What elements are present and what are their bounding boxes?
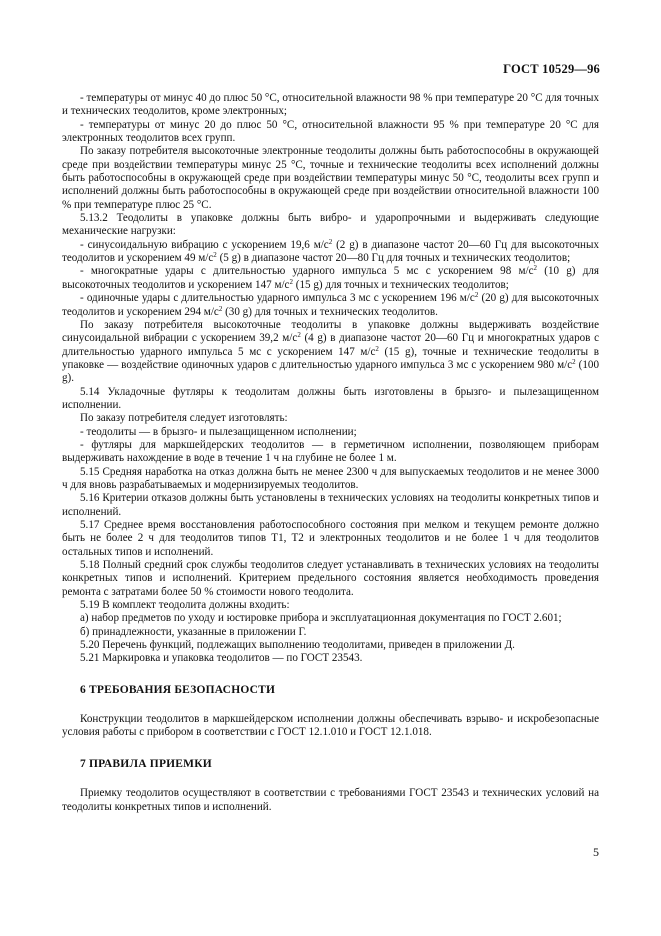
clause-5-17: 5.17 Среднее время восстановления работоспособного состояния при мелком и текущем ремонте должно быть не более 2 ч для теодолитов типов Т1, Т2 и электронных теодолитов и не более 1 ч для теодолитов остальных типов и исполнений. [62, 519, 599, 558]
clause-5-16: 5.16 Критерии отказов должны быть установлены в технических условиях на теодолиты конкретных типов и исполнений. [62, 492, 599, 518]
multiple-shock-item: - многократные удары с длительностью ударного импульса 5 мс с ускорением 98 $м/с^2$ (10 g) для высокоточных теодолитов и ускорением 147 $м/с^2$ (15 g) для точных и технических теодолитов; [62, 264, 599, 291]
clause-5-14: 5.14 Укладочные футляры к теодолитам должны быть изготовлены в брызго- и пылезащищенном исполнении. [62, 385, 599, 411]
clause-5-20: 5.20 Перечень функций, подлежащих выполнению теодолитами, приведен в приложении Д. [80, 639, 515, 652]
clause-5-21: 5.21 Маркировка и упаковка теодолитов — по ГОСТ 23543. [80, 652, 363, 665]
section-6-title: 6 ТРЕБОВАНИЯ БЕЗОПАСНОСТИ [80, 683, 276, 696]
kit-item-b: б) принадлежности, указанные в приложении Г. [80, 625, 307, 638]
order-item-theodolites: - теодолиты — в брызго- и пылезащищенном исполнении; [80, 425, 357, 438]
document-body [62, 92, 599, 814]
order-intro: По заказу потребителя следует изготовлять: [80, 412, 288, 425]
temperature-range-item-1: - температуры от минус 40 до плюс 50 °С, относительной влажности 98 % при температуре 20 °С для точных и технических теодолитов, кроме электронных; [62, 92, 599, 118]
clause-5-15: 5.15 Средняя наработка на отказ должна быть не менее 2300 ч для выпускаемых теодолитов и не менее 3000 ч для вновь разрабатываемых и модернизируемых теодолитов. [62, 465, 599, 491]
section-6-text: Конструкции теодолитов в маркшейдерском исполнении должны обеспечивать взрыво- и искробезопасные условия работы с прибором в соответствии с ГОСТ 12.1.010 и ГОСТ 12.1.018. [62, 713, 599, 739]
clause-5-18: 5.18 Полный средний срок службы теодолитов следует устанавливать в технических условиях на теодолиты конкретных типов и исполнений. Критерием предельного состояния является необходимость проведения ремонта с затратами более 50 % стоимости нового теодолита. [62, 559, 599, 598]
clause-5-13-2: 5.13.2 Теодолиты в упаковке должны быть вибро- и ударопрочными и выдерживать следующие механические нагрузки: [62, 212, 599, 238]
clause-5-19: 5.19 В комплект теодолита должны входить: [80, 599, 290, 612]
page-number: 5 [593, 845, 599, 859]
temperature-range-item-2: - температуры от минус 20 до плюс 50 °С, относительной влажности 95 % при температуре 20 °С для электронных теодолитов всех групп. [62, 118, 599, 145]
customer-order-paragraph: По заказу потребителя высокоточные электронные теодолиты должны быть работоспособны в окружающей среде при воздействии температуры минус 25 °С, точные и технические теодолиты всех исполнений должны быть работоспособны в окружающей среде при воздействии температуры минус 50 °С, теодолиты всех групп и исполнений должны быть работоспособны в окружающей среде при воздействии относительной влажности 100 % при температуре плюс 25 °С. [62, 145, 599, 211]
section-7-title: 7 ПРАВИЛА ПРИЕМКИ [80, 757, 212, 770]
section-7-text: Приемку теодолитов осуществляют в соответствии с требованиями ГОСТ 23543 и технических условий на теодолиты конкретных типов и исполнений. [62, 787, 599, 813]
order-item-cases: - футляры для маркшейдерских теодолитов — в герметичном исполнении, позволяющем приборам выдерживать нахождение в воде в течение 1 ч на глубине не более 1 м. [62, 438, 599, 465]
vibration-item: - синусоидальную вибрацию с ускорением 19,6 $м/с^2$ (2 g) в диапазоне частот 20—60 Гц для высокоточных теодолитов и ускорением 49 $м/с^2$ (5 g) в диапазоне частот 20—80 Гц для точных и технических теодолитов; [62, 237, 599, 265]
packing-order-paragraph: По заказу потребителя высокоточные теодолиты в упаковке должны выдерживать воздействие синусоидальной вибрации с ускорением 39,2 $м/с^2$ (4 g) в диапазоне частот 20—60 Гц и многократных ударов с длительностью ударного импульса 5 мс с ускорением 147 $м/с^2$ (15 g), точные и технические теодолиты в упаковке — воздействие одиночных ударов с длительностью ударного импульса 3 мс с ускорением 980 $м/с^2$ (100 g). [62, 318, 600, 385]
document-header: ГОСТ 10529—96 [503, 62, 600, 76]
kit-item-a: а) набор предметов по уходу и юстировке прибора и эксплуатационная документация по ГОСТ 2.601; [80, 612, 562, 625]
single-shock-item: - одиночные удары с длительностью ударного импульса 3 мс с ускорением 196 $м/с^2$ (20 g) для высокоточных теодолитов и ускорением 294 $м/с^2$ (30 g) для точных и технических теодолитов. [62, 291, 599, 318]
